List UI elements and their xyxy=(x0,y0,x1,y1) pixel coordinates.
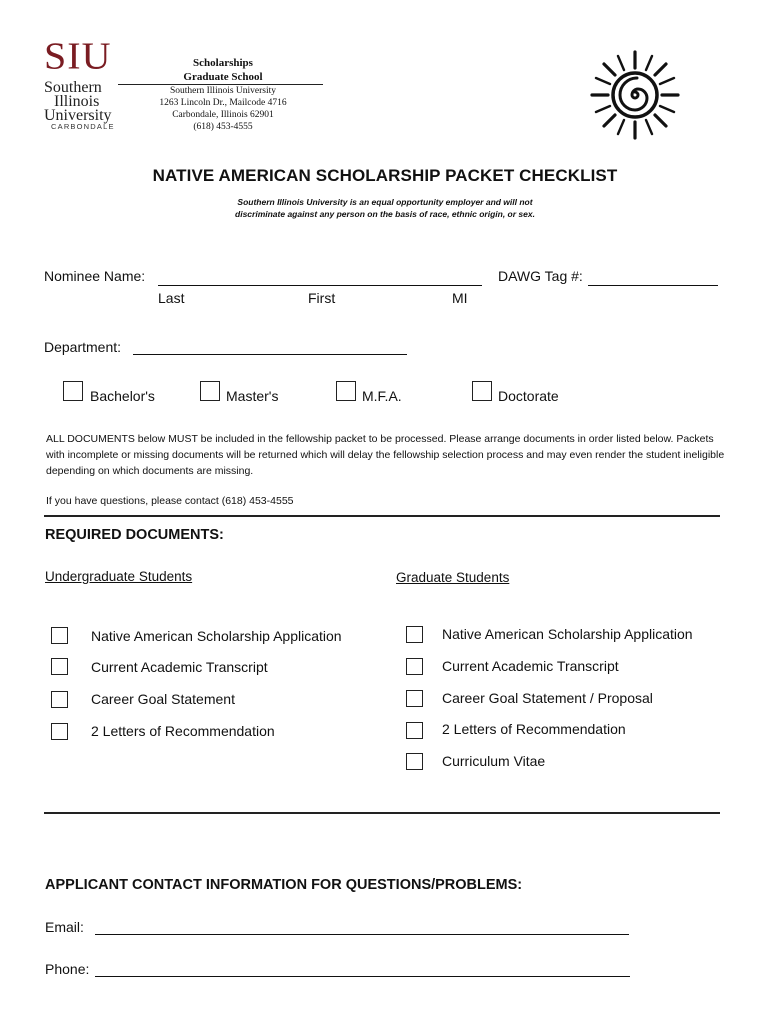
section-divider-bottom xyxy=(44,812,720,814)
grad-item-checkbox[interactable] xyxy=(406,658,423,675)
dawg-tag-field[interactable] xyxy=(588,270,718,286)
address-street: 1263 Lincoln Dr., Mailcode 4716 xyxy=(159,98,287,108)
siu-logo-line-2: Illinois xyxy=(54,93,100,110)
undergrad-item-checkbox[interactable] xyxy=(51,691,68,708)
section-divider-top xyxy=(44,515,720,517)
nominee-first-sublabel: First xyxy=(308,290,336,306)
siu-logo-line-3: University xyxy=(44,107,112,124)
mfa-checkbox[interactable] xyxy=(336,381,356,401)
doctorate-checkbox[interactable] xyxy=(472,381,492,401)
nominee-mi-sublabel: MI xyxy=(452,290,468,306)
grad-item-recommendations: 2 Letters of Recommendation xyxy=(442,721,626,737)
undergrad-item-checkbox[interactable] xyxy=(51,627,68,644)
grad-item-checkbox[interactable] xyxy=(406,690,423,707)
siu-logo-line-1: Southern xyxy=(44,79,102,96)
grad-item-checkbox[interactable] xyxy=(406,626,423,643)
department-field[interactable] xyxy=(133,340,407,355)
email-label: Email: xyxy=(45,919,84,935)
undergrad-item-checkbox[interactable] xyxy=(51,723,68,740)
doctorate-label: Doctorate xyxy=(498,388,559,404)
undergrad-item-checkbox[interactable] xyxy=(51,658,68,675)
grad-item-transcript: Current Academic Transcript xyxy=(442,658,619,674)
sun-spiral-icon xyxy=(590,50,680,140)
address-university: Southern Illinois University xyxy=(169,86,277,96)
grad-item-application: Native American Scholarship Application xyxy=(442,626,693,642)
contact-heading: APPLICANT CONTACT INFORMATION FOR QUESTIONS/PROBLEMS: xyxy=(45,877,523,893)
instructions-text: ALL DOCUMENTS below MUST be included in the fellowship packet to be processed. Please arrange documents in order listed below. Packets with incomplete or missing documents will be returned which will delay the fellowship selection process and may even render the student ineligible depending on which documents are missing. xyxy=(46,433,725,477)
grad-item-goal-statement: Career Goal Statement / Proposal xyxy=(442,690,653,706)
siu-logo-campus: CARBONDALE xyxy=(51,122,115,131)
school-name: Graduate School xyxy=(183,71,263,83)
nominee-last-sublabel: Last xyxy=(158,290,185,306)
disclaimer-line-2: discriminate against any person on the basis of race, ethnic origin, or sex. xyxy=(235,209,535,219)
undergrad-item-recommendations: 2 Letters of Recommendation xyxy=(91,723,275,739)
nominee-name-field[interactable] xyxy=(158,270,482,286)
phone-field[interactable] xyxy=(95,962,630,977)
bachelors-checkbox[interactable] xyxy=(63,381,83,401)
header-divider xyxy=(118,84,323,85)
masters-checkbox[interactable] xyxy=(200,381,220,401)
grad-item-checkbox[interactable] xyxy=(406,753,423,770)
address-phone: (618) 453-4555 xyxy=(193,122,253,132)
undergrad-item-goal-statement: Career Goal Statement xyxy=(91,691,235,707)
mfa-label: M.F.A. xyxy=(362,388,402,404)
undergrad-item-transcript: Current Academic Transcript xyxy=(91,659,268,675)
dawg-tag-label: DAWG Tag #: xyxy=(498,268,583,284)
undergrad-item-application: Native American Scholarship Application xyxy=(91,628,342,644)
address-city: Carbondale, Illinois 62901 xyxy=(172,110,274,120)
masters-label: Master's xyxy=(226,388,279,404)
page-title: NATIVE AMERICAN SCHOLARSHIP PACKET CHECKLIST xyxy=(152,166,618,185)
nominee-name-label: Nominee Name: xyxy=(44,268,146,284)
office-name: Scholarships xyxy=(193,57,253,69)
email-field[interactable] xyxy=(95,920,629,935)
grad-heading: Graduate Students xyxy=(396,570,510,585)
disclaimer-line-1: Southern Illinois University is an equal opportunity employer and will not xyxy=(237,197,533,207)
bachelors-label: Bachelor's xyxy=(90,388,155,404)
siu-logo-abbr: SIU xyxy=(44,34,112,77)
grad-item-checkbox[interactable] xyxy=(406,722,423,739)
grad-item-cv: Curriculum Vitae xyxy=(442,753,546,769)
required-documents-heading: REQUIRED DOCUMENTS: xyxy=(45,527,224,543)
questions-contact-text: If you have questions, please contact (618) 453-4555 xyxy=(46,495,294,507)
phone-label: Phone: xyxy=(45,961,90,977)
undergrad-heading: Undergraduate Students xyxy=(45,569,193,584)
department-label: Department: xyxy=(44,339,122,355)
